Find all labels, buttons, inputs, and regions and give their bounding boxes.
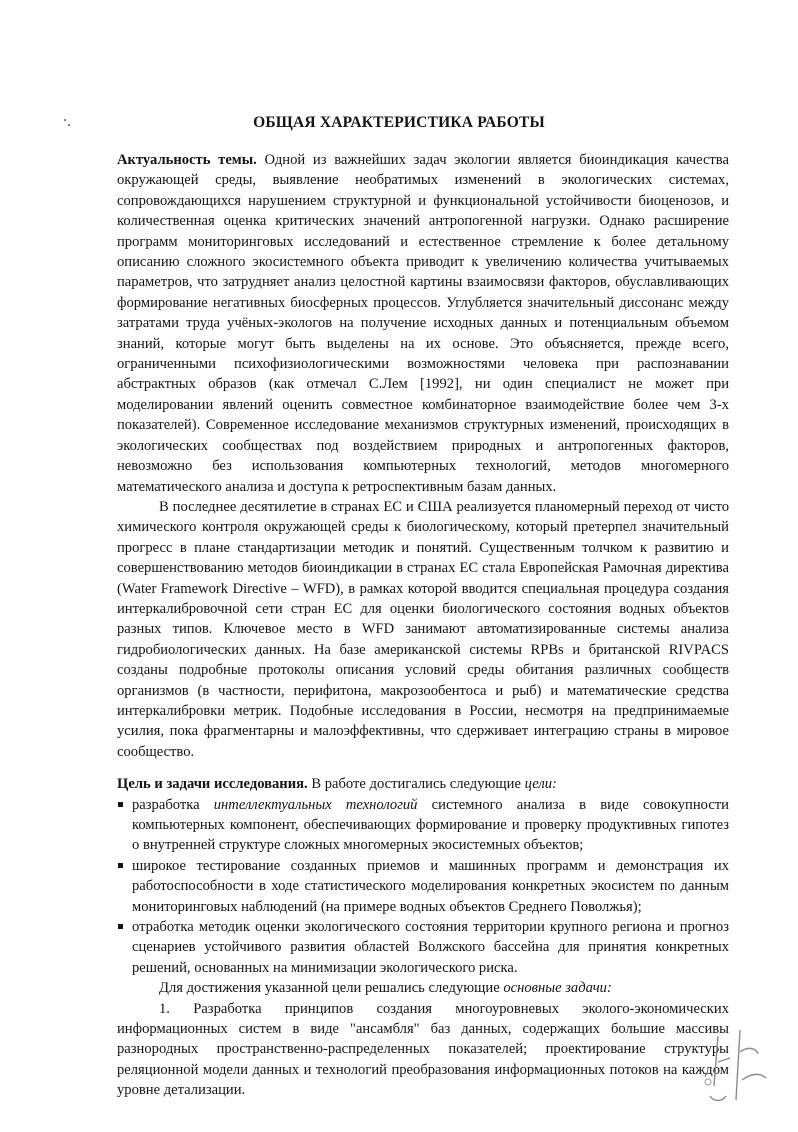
relevance-heading: Актуальность темы.	[117, 152, 257, 168]
relevance-text: Одной из важнейших задач экологии является биоиндикация качества окружающей среды, выявление необратимых изменений в экологических системах, сопровождающихся нарушением структурной и функциональной устойчивости биоценозов, и количественная оценка критических значений антропогенной нагрузки. Однако расширение программ мониторинговых исследований и естественное стремление к более детальному описанию сложного экосистемного объекта приводит к увеличению количества учитываемых параметров, что затрудняет анализ целостной картины взаимосвязи факторов, обуславливающих формирование негативных биосферных процессов. Углубляется значительный диссонанс между затратами труда учёных-экологов на получение исходных данных и потенциальным объемом знаний, которые могут быть выделены на их основе. Это объясняется, прежде всего, ограниченными психофизиологическими возможностями человека при распознавании абстрактных образов (как отмечал С.Лем [1992], ни один специалист не может при моделировании явлений оценить совместное комбинаторное взаимодействие более чем 3-х показателей). Современное исследование механизмов структурных изменений, происходящих в экологических сообществах под воздействием природных и антропогенных факторов, невозможно без использования компьютерных технологий, методов многомерного математического анализа и доступа к ретроспективным базам данных.	[117, 152, 729, 495]
page-title: ОБЩАЯ ХАРАКТЕРИСТИКА РАБОТЫ	[253, 114, 545, 131]
list-item: разработка интеллектуальных технологий системного анализа в виде совокупности компьютерных компонент, обеспечивающих формирование и проверку продуктивных гипотез о внутренней структуре сложных многомерных экосистемных объектов;	[117, 795, 729, 856]
goals-list	[117, 795, 729, 979]
list-item: отработка методик оценки экологического состояния территории крупного региона и прогноз сценариев устойчивого развития областей Волжского бассейна для принятия конкретных решений, основанных на минимизации экологического риска.	[117, 917, 729, 978]
document-body	[117, 150, 729, 1101]
goals-heading: Цель и задачи исследования.	[117, 776, 308, 793]
relevance-paragraph-2: В последнее десятилетие в странах ЕС и США реализуется планомерный переход от чисто химического контроля окружающей среды к биологическому, который претерпел значительный прогресс в плане стандартизации методик и понятий. Существенным толчком к развитию и совершенствованию методов биоиндикации в странах ЕС стала Европейская Рамочная директива (Water Framework Directive – WFD), в рамках которой вводится специальная процедура создания интеркалибровочной сети стран ЕС для оценки биологического состояния водных объектов разных типов. Ключевое место в WFD занимают автоматизированные системы анализа гидробиологических данных. На базе американской системы RPBs и британской RIVPACS созданы подробные протоколы описания условий среды обитания различных сообществ организмов (в частности, перифитона, макрозообентоса и рыб) и математические средства интеркалибровки метрик. Подобные исследования в России, несмотря на предпринимаемые усилия, пока фрагментарны и малоэффективны, что сдерживает интеграцию страны в мировое сообщество.	[117, 498, 729, 760]
tasks-intro: Для достижения указанной цели решались следующие основные задачи:	[159, 980, 612, 997]
task-1: 1. Разработка принципов создания многоуровневых эколого-экономических информационных систем в виде "ансамбля" баз данных, содержащих большие массивы разнородных пространственно-распределенных показателей; проектирование структуры реляционной модели данных и технологий преобразования информационных потоков на каждом уровне детализации.	[117, 1000, 729, 1099]
goals-intro: Цель и задачи исследования. В работе достигались следующие цели:	[117, 776, 557, 793]
relevance-paragraph	[117, 150, 729, 497]
handwritten-mark-icon	[696, 1022, 776, 1112]
list-item: широкое тестирование созданных приемов и машинных программ и демонстрация их работоспособности в ходе статистического моделирования конкретных экосистем по данным мониторинговых наблюдений (на примере водных объектов Среднего Поволжья);	[117, 856, 729, 917]
